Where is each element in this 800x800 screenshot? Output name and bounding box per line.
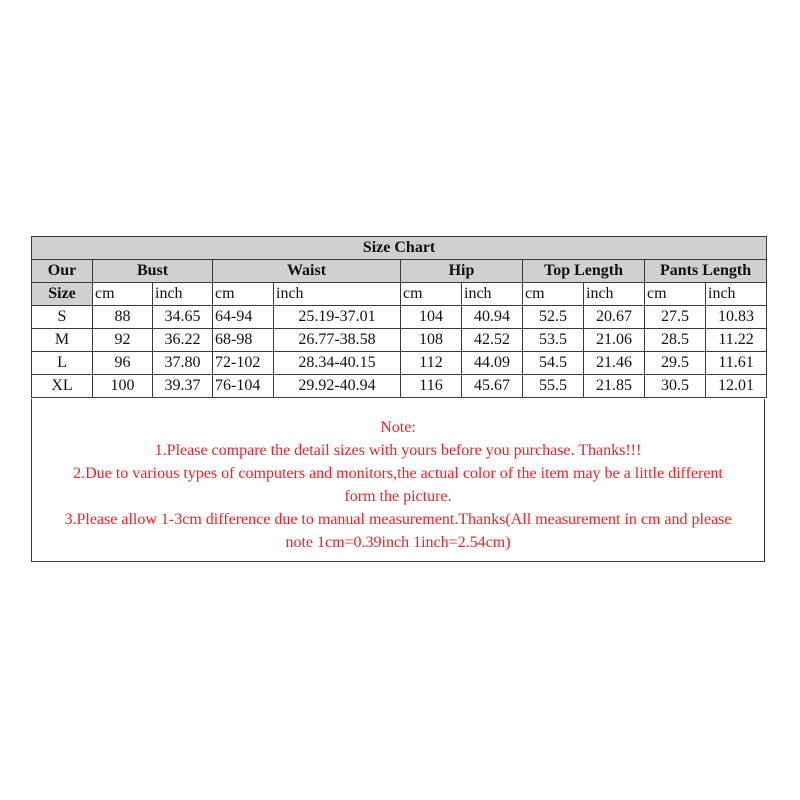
top-inch: 21.46 bbox=[584, 352, 645, 375]
top-inch: 21.06 bbox=[584, 329, 645, 352]
unit-cm: cm bbox=[401, 283, 462, 306]
pants-inch: 11.22 bbox=[706, 329, 767, 352]
table-title: Size Chart bbox=[32, 237, 767, 260]
size-label: XL bbox=[32, 375, 93, 398]
bust-cm: 100 bbox=[93, 375, 153, 398]
unit-inch: inch bbox=[274, 283, 401, 306]
hip-cm: 112 bbox=[401, 352, 462, 375]
pants-inch: 12.01 bbox=[706, 375, 767, 398]
hip-cm: 104 bbox=[401, 306, 462, 329]
waist-inch: 25.19-37.01 bbox=[274, 306, 401, 329]
pants-inch: 10.83 bbox=[706, 306, 767, 329]
header-hip: Hip bbox=[401, 260, 523, 283]
top-cm: 52.5 bbox=[523, 306, 584, 329]
note-line-2b: form the picture. bbox=[344, 488, 452, 505]
title-row bbox=[32, 237, 767, 260]
note-line-1: 1.Please compare the detail sizes with yours before you purchase. Thanks!!! bbox=[154, 442, 642, 459]
header-pants-length: Pants Length bbox=[645, 260, 767, 283]
waist-inch: 26.77-38.58 bbox=[274, 329, 401, 352]
size-label: M bbox=[32, 329, 93, 352]
table-row bbox=[32, 375, 767, 398]
waist-cm: 68-98 bbox=[213, 329, 274, 352]
bust-cm: 92 bbox=[93, 329, 153, 352]
top-inch: 21.85 bbox=[584, 375, 645, 398]
waist-cm: 76-104 bbox=[213, 375, 274, 398]
size-chart bbox=[31, 236, 767, 398]
notes-box bbox=[31, 399, 765, 562]
unit-inch: inch bbox=[584, 283, 645, 306]
bust-inch: 37.80 bbox=[153, 352, 213, 375]
size-label: S bbox=[32, 306, 93, 329]
bust-inch: 39.37 bbox=[153, 375, 213, 398]
pants-cm: 27.5 bbox=[645, 306, 706, 329]
table-row bbox=[32, 306, 767, 329]
table-row bbox=[32, 329, 767, 352]
bust-cm: 88 bbox=[93, 306, 153, 329]
top-cm: 55.5 bbox=[523, 375, 584, 398]
note-line-2a: 2.Due to various types of computers and monitors,the actual color of the item may be a little different bbox=[73, 465, 723, 482]
unit-cm: cm bbox=[213, 283, 274, 306]
unit-cm: cm bbox=[645, 283, 706, 306]
waist-cm: 64-94 bbox=[213, 306, 274, 329]
header-waist: Waist bbox=[213, 260, 401, 283]
top-inch: 20.67 bbox=[584, 306, 645, 329]
bust-cm: 96 bbox=[93, 352, 153, 375]
unit-cm: cm bbox=[93, 283, 153, 306]
unit-cm: cm bbox=[523, 283, 584, 306]
unit-inch: inch bbox=[153, 283, 213, 306]
bust-inch: 34.65 bbox=[153, 306, 213, 329]
waist-cm: 72-102 bbox=[213, 352, 274, 375]
pants-cm: 28.5 bbox=[645, 329, 706, 352]
header-top-length: Top Length bbox=[523, 260, 645, 283]
hip-inch: 42.52 bbox=[462, 329, 523, 352]
bust-inch: 36.22 bbox=[153, 329, 213, 352]
waist-inch: 28.34-40.15 bbox=[274, 352, 401, 375]
size-chart-table bbox=[31, 236, 767, 398]
unit-row bbox=[32, 283, 767, 306]
pants-inch: 11.61 bbox=[706, 352, 767, 375]
unit-inch: inch bbox=[462, 283, 523, 306]
hip-cm: 116 bbox=[401, 375, 462, 398]
waist-inch: 29.92-40.94 bbox=[274, 375, 401, 398]
note-heading: Note: bbox=[380, 419, 416, 436]
header-size: Size bbox=[32, 283, 93, 306]
hip-cm: 108 bbox=[401, 329, 462, 352]
note-line-3a: 3.Please allow 1-3cm difference due to manual measurement.Thanks(All measurement in cm and please bbox=[64, 511, 732, 528]
table-row bbox=[32, 352, 767, 375]
header-our: Our bbox=[32, 260, 93, 283]
header-bust: Bust bbox=[93, 260, 213, 283]
pants-cm: 29.5 bbox=[645, 352, 706, 375]
unit-inch: inch bbox=[706, 283, 767, 306]
hip-inch: 45.67 bbox=[462, 375, 523, 398]
size-label: L bbox=[32, 352, 93, 375]
header-row bbox=[32, 260, 767, 283]
top-cm: 54.5 bbox=[523, 352, 584, 375]
hip-inch: 44.09 bbox=[462, 352, 523, 375]
pants-cm: 30.5 bbox=[645, 375, 706, 398]
hip-inch: 40.94 bbox=[462, 306, 523, 329]
note-line-3b: note 1cm=0.39inch 1inch=2.54cm) bbox=[285, 534, 511, 551]
top-cm: 53.5 bbox=[523, 329, 584, 352]
